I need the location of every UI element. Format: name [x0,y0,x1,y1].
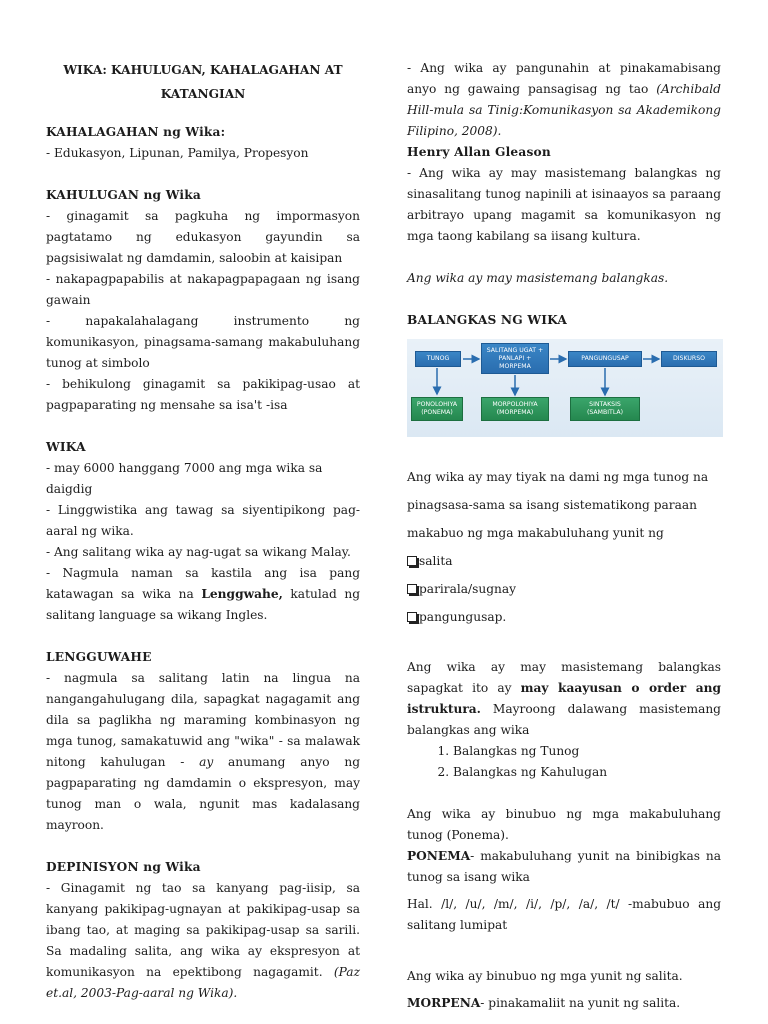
diagram-box-ponolohiya: PONOLOHIYA (PONEMA) [411,397,463,421]
kahalagahan-heading: KAHALAGAHAN ng Wika: [46,125,226,139]
kahulugan-item-4: - behikulong ginagamit sa pakikipag-usao at pagpaparating ng mensahe sa isa't -isa [46,377,360,412]
check-item: pangungusap. [407,603,721,631]
diagram-box-sintaksis: SINTAKSIS (SAMBITLA) [570,397,640,421]
ponema-term: PONEMA [407,849,471,863]
check-item: salita [407,547,721,575]
hill-definition: - Ang wika ay pangunahin at pinakamabisang anyo ng gawaing pansagisag ng tao (Archibald Hill-mula sa Tinig:Komunikasyon sa Akademikong Filipino, 2008). [407,61,721,138]
lenggwahe-term: Lenggwahe, [201,587,283,601]
wika-item-4: - Nagmula naman sa kastila ang isa pang katawagan sa wika na Lenggwahe, katulad ng salitang language sa wikang Ingles. [46,566,361,622]
ponema-definition: PONEMA- makabuluhang yunit na binibigkas na tunog sa isang wika [407,849,721,884]
wika-item-3: - Ang salitang wika ay nag-ugat sa wikang Malay. [46,545,351,559]
diagram-box-morpolohiya: MORPOLOHIYA (MORPEMA) [481,397,549,421]
lengguwahe-heading: LENGGUWAHE [46,650,152,664]
checkbox-icon [407,612,417,622]
depinisyon-heading: DEPINISYON ng Wika [46,860,201,874]
halimbawa-text: Hal. /l/, /u/, /m/, /i/, /p/, /a/, /t/ -mabubuo ang salitang lumipat [407,897,721,932]
tiyak-line-3: makabuo ng mga makabuluhang yunit ng [407,526,664,540]
diagram-box-pangungusap: PANGUNGUSAP [568,351,642,367]
lengguwahe-text: - nagmula sa salitang latin na lingua na nangangahulugang dila, sapagkat nagagamit ang dila sa paglikha ng maraming kombinasyon ng mga tunog, samakatuwid ang "wika" - sa malawak nitong kahulugan - ay anumang anyo ng pagpaparating ng damdamin o ekspresyon, may tunog man o wala, ngunit mas kadalasang mayroon. [46,671,360,832]
kaayusan-term: may kaayusan o order ang istruktura. [407,681,721,716]
balangkas-list [407,741,721,783]
kahulugan-item-3: - napakalahalagang instrumento ng komunikasyon, pinagsama-samang makabuluhang tunog at simbolo [46,314,360,370]
hill-citation: (Archibald Hill-mula sa Tinig:Komunikasyon sa Akademikong Filipino, 2008). [407,82,721,138]
morpena-term: MORPENA [407,996,481,1010]
yunit-text: Ang wika ay binubuo ng mga yunit ng salita. [407,969,683,983]
morpena-definition: MORPENA- pinakamaliit na yunit ng salita. [407,996,681,1010]
masistema-paragraph: Ang wika ay may masistemang balangkas sapagkat ito ay may kaayusan o order ang istruktura. Mayroong dalawang masistemang balangkas ang wika [407,660,721,737]
diagram-box-diskurso: DISKURSO [661,351,717,367]
list-item: 1. Balangkas ng Tunog [453,741,721,762]
right-column [407,58,721,1014]
wika-heading: WIKA [46,440,86,454]
tiyak-line-1: Ang wika ay may tiyak na dami ng mga tunog na [407,470,709,484]
italic-statement: Ang wika ay may masistemang balangkas. [407,271,669,285]
tiyak-line-2: pinagsasa-sama sa isang sistematikong paraan [407,498,697,512]
depinisyon-citation: (Paz et.al, 2003-Pag-aaral ng Wika). [46,965,360,1000]
checkbox-icon [407,584,417,594]
diagram-box-tunog: TUNOG [415,351,461,367]
balangkas-diagram [407,339,723,437]
balangkas-heading: BALANGKAS NG WIKA [407,313,568,327]
check-item: parirala/sugnay [407,575,721,603]
list-item: 2. Balangkas ng Kahulugan [453,762,721,783]
checkbox-icon [407,556,417,566]
kahulugan-heading: KAHULUGAN ng Wika [46,188,201,202]
kahalagahan-text: - Edukasyon, Lipunan, Pamilya, Propesyon [46,146,309,160]
diagram-box-salitang-ugat: SALITANG UGAT + PANLAPI + MORPEMA [481,343,549,374]
ponema-intro: Ang wika ay binubuo ng mga makabuluhang tunog (Ponema). [407,807,721,842]
wika-item-1: - may 6000 hanggang 7000 ang mga wika sa daigdig [46,461,323,496]
left-column [46,58,360,1004]
kahulugan-item-1: - ginagamit sa pagkuha ng impormasyon pagtatamo ng edukasyon gayundin sa pagsisiwalat ng damdamin, saloobin at kaisipan [46,209,360,265]
depinisyon-text: - Ginagamit ng tao sa kanyang pag-iisip, sa kanyang pakikipag-ugnayan at pakikipag-usap sa ibang tao, at maging sa pakikipag-usap sa sarili. Sa madaling salita, ang wika ay ekspresyon at komunikasyon na epektibong nagagamit. (Paz et.al, 2003-Pag-aaral ng Wika). [46,881,360,1000]
gleason-definition: - Ang wika ay may masistemang balangkas ng sinasalitang tunog napinili at isinaayos sa paraang arbitrayo upang magamit sa komunikasyon ng mga taong kabilang sa iisang kultura. [407,166,721,243]
wika-item-2: - Linggwistika ang tawag sa siyentipikong pag-aaral ng wika. [46,503,360,538]
gleason-heading: Henry Allan Gleason [407,145,551,159]
document-title: WIKA: KAHULUGAN, KAHALAGAHAN AT KATANGIAN [63,63,343,101]
kahulugan-item-2: - nakapagpapabilis at nakapagpapagaan ng isang gawain [46,272,360,307]
